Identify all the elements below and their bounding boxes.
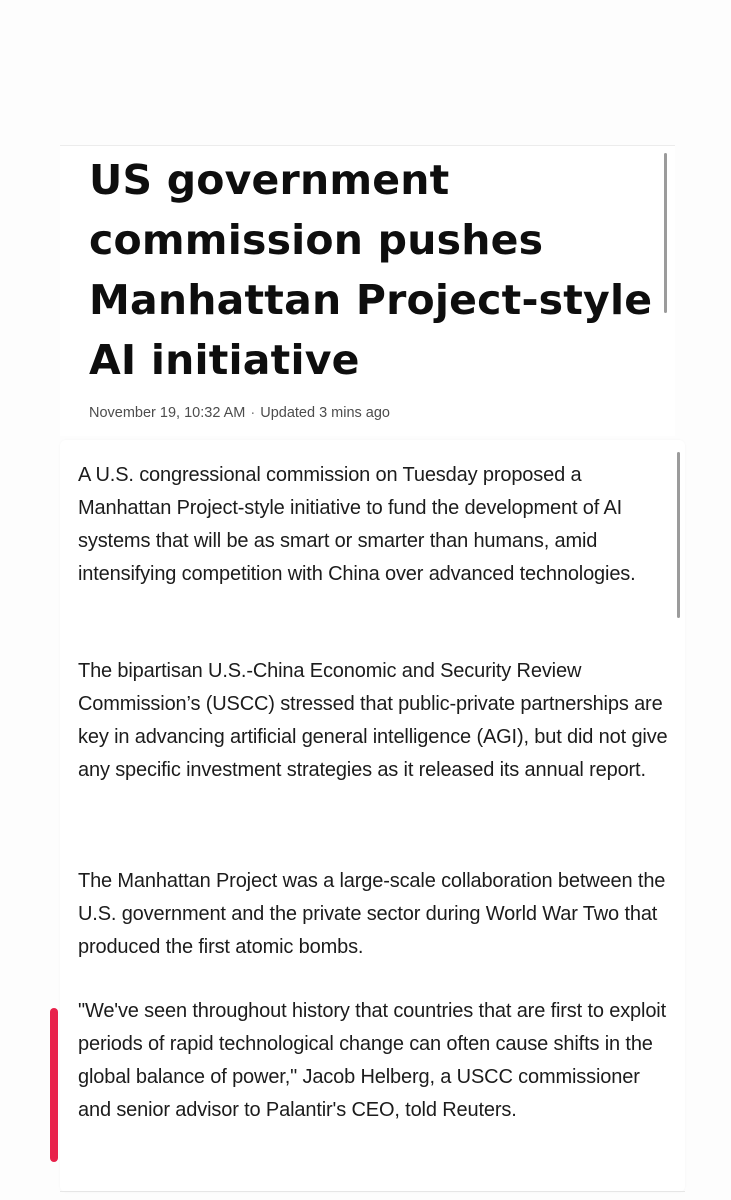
article-paragraph-1: A U.S. congressional commission on Tuesday proposed a Manhattan Project-style initiative to fund the development of AI systems that will be as smart or smarter than humans, amid intensifying competition with China over advanced technologies. [78,464,636,585]
article-headline: US government commission pushes Manhattan Project-style AI initiative [89,156,653,384]
article-meta [89,405,390,421]
meta-separator: · [250,405,256,421]
article-paragraph-3: The Manhattan Project was a large-scale collaboration between the U.S. government and the private sector during World War Two that produced the first atomic bombs. [78,870,666,958]
highlight-marker [50,1008,58,1162]
updated-time: Updated 3 mins ago [260,405,390,421]
card-divider [60,1191,685,1192]
publish-date: November 19, 10:32 AM [89,405,246,421]
article-paragraph-2: The bipartisan U.S.-China Economic and Security Review Commission’s (USCC) stressed that public-private partnerships are key in advancing artificial general intelligence (AGI), but did not give any specific investment strategies as it released its annual report. [78,660,668,781]
headline-scrollbar[interactable] [664,153,667,313]
article-paragraph-quote: "We've seen throughout history that countries that are first to exploit periods of rapid technological change can often cause shifts in the global balance of power," Jacob Helberg, a USCC commissioner and senior advisor to Palantir's CEO, told Reuters. [78,1000,666,1121]
